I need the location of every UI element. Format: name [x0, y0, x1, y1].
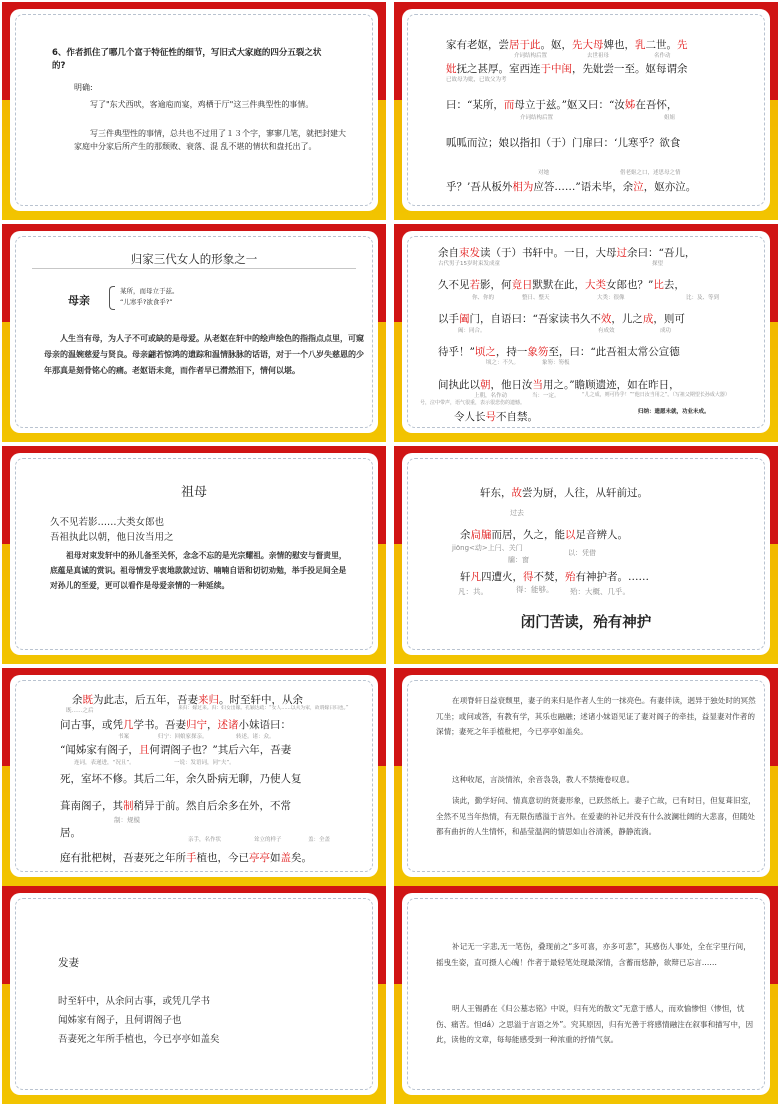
text-line-1: 余既为此志，后五年，吾妻来归。时至轩中，从余 — [72, 694, 303, 706]
text-line-5: 间执此以朝，他日汝当用之。”瞻顾遗迹，如在昨日， — [438, 379, 680, 391]
annotation: 比：及、等到 — [686, 295, 720, 301]
annotation: 一说：发语词，同“夫”。 — [174, 760, 235, 766]
quote-line: 吾妻死之年所手植也，今已亭亭如盖矣 — [58, 1034, 220, 1045]
annotation: 过去 — [510, 509, 524, 517]
text-line-1: 余自束发读（于）书轩中。一日，大母过余曰：“吾儿， — [438, 247, 696, 259]
quote-line: 闻姊家有阁子，且何谓阁子也 — [58, 1015, 182, 1026]
annotation: 亲手，名作状 — [188, 837, 222, 843]
text-line-3: 轩凡四遭火，得不焚，殆有神护者。…… — [460, 571, 649, 583]
annotation: 介词结构后置 — [514, 53, 548, 59]
quote-block — [120, 286, 179, 308]
text-line-2: 问古事，或凭几学书。吾妻归宁，述诸小妹语曰： — [60, 719, 291, 731]
annotation: 顷之：不久。 — [486, 360, 520, 366]
quote-line: 久不见若影……大类女郎也 — [50, 517, 165, 528]
slide-conclusion: 闭门苦读，殆有神护 — [520, 615, 652, 631]
text-line-2: 久不见若影，何竟日默默在此，大类女郎也？”比去， — [438, 279, 685, 291]
text-line-7: 庭有批杷树，吾妻死之年所手植也，今已亭亭如盖矣。 — [60, 852, 312, 864]
annotation: 介词结构后置 — [520, 115, 554, 121]
slide-9 — [2, 886, 386, 1104]
analysis-paragraph: 人生当有母，为人子不可或缺的是母爱。从老妪在轩中的绘声绘色的指指点点里，可窥母亲的温婉慈爱与贤良。母亲翩若惊鸿的遗踪和温情脉脉的话语，对于一个八岁失慈恩的少年那真是刻骨铭心的痛。老妪语未竟，而作者早已潸然泪下，情何以堪。 — [44, 334, 364, 375]
analysis-paragraph: 这种收尾，言淡情浓，余音袅袅，教人不禁掩卷叹息。 — [452, 775, 635, 784]
annotation: 既……之后 — [66, 708, 94, 714]
analysis-paragraph: 明人王锡爵在《归公墓志铭》中说，归有光的散文“无意于感人，而欢愉惨怛（惨怛，忧伤、痛苦。怛dá）之思溢于言语之外”。究其原因，归有光善于将感情融注在叙事和描写中，因此，读他的文章，每每能感受到一种浓重的抒情气氛。 — [436, 1004, 754, 1044]
annotation: 你、你的 — [472, 295, 495, 301]
analysis-paragraph: 补记无一字悲,无一笔伤，叠现前之“多可喜，亦多可悲”，其感伤人事处，全在字里行间，摇曳生姿，直可摄人心魄！作者于最轻笔处现最深情，含蓄而悠静，欲辩已忘言…… — [436, 942, 751, 967]
slide-title: 发妻 — [58, 957, 79, 969]
annotation: 号，泣中带声，语气很重，表示很悲伤的遗憾。 — [420, 400, 526, 406]
summary-note: 归纳：遗愿未就，功业未成。 — [638, 409, 710, 415]
answer-paragraph-2: 写三件典型性的事情，总共也不过用了１３个字，寥寥几笔，就把封建大家庭中分家后所产生的那颓败、衰落、混 乱不堪的情状和盘托出了。 — [74, 129, 346, 151]
quote-line: 吾祖执此以朝，他日汝当用之 — [50, 532, 174, 543]
slide-card — [402, 9, 770, 211]
slide-6 — [394, 446, 778, 664]
slide-card — [10, 893, 378, 1095]
annotation: 制：规模 — [114, 816, 140, 824]
annotation: 盖：全盖 — [308, 837, 331, 843]
annotation: 得：能够。 — [516, 585, 554, 594]
annotation: 书案 — [118, 734, 130, 740]
annotation: 连词，表递进，“况且”。 — [74, 760, 135, 766]
text-line-1: 家有老妪，尝居于此。妪，先大母婢也，乳二世。先 — [446, 39, 688, 51]
annotation: 当：一定。 — [532, 393, 560, 399]
annotation: 牖：窗 — [508, 556, 529, 564]
annotation: 去世祖母 — [587, 53, 610, 59]
annotation: 凡：共。 — [458, 587, 488, 596]
annotation: 上朝，名作动 — [474, 393, 508, 399]
annotation: 归宁：回娘家探亲。 — [158, 734, 208, 740]
annotation: 对她 — [538, 170, 550, 176]
text-line-3: 以手阖门，自语曰：“吾家读书久不效，儿之成，则可 — [438, 313, 685, 325]
brace-bracket — [109, 286, 115, 310]
slide-3 — [2, 224, 386, 442]
text-line-5: 乎？’吾从板外相为应答……”语未毕，余泣，妪亦泣。 — [446, 181, 697, 193]
slide-8 — [394, 668, 778, 886]
text-line-3: 曰：“某所，而母立于兹。”妪又曰：“汝姊在吾怀， — [446, 99, 678, 111]
text-line-6: 令人长号不自禁。 — [454, 411, 538, 423]
text-line-6: 居。 — [60, 827, 81, 839]
annotation: 耸立的样子 — [254, 837, 282, 843]
annotation: 有成效 — [598, 328, 615, 334]
analysis-paragraph: 读此，勤学好问、情真意切的贤妻形象，已跃然纸上。妻子亡故，已有时日，但复葺旧室，全然不见当年热情，有无限伤感溢于言外。在爱妻的补记并没有什么波澜壮阔的大悲喜，但随处都有曲折的人生情怀，和晶莹温润的情思如山谷清溪，静静流淌。 — [436, 796, 756, 836]
text-line-1: 轩东，故尝为厨，人往，从轩前过。 — [480, 487, 648, 499]
annotation: 已故母为妣，已故父为考 — [446, 77, 507, 83]
annotation: 大类：很像 — [597, 295, 625, 301]
analysis-paragraph: 祖母对束发轩中的孙儿备至关怀，念念不忘的是光宗耀祖。亲情的慰安与督责里，底蕴是真诚的赏识。祖母情发乎衷地款款过访、喃喃自语和切切劝勉，举手投足间全是对孙儿的至爱，更可以看作是母爱亲情的一种延续。 — [50, 551, 347, 590]
slide-card — [10, 231, 378, 433]
analysis-paragraph: 在项脊轩日益衰颓里，妻子的来归是作者人生的一抹亮色。有妻伴读，迥异于独处时的冥然兀坐；或问或答，有教有学，其乐也融融；述诸小妹语见证了妻对阁子的牵挂，益显妻对作者的深情；妻死之年手植枇杷，今已亭亭如盖矣。 — [436, 696, 756, 736]
title-divider — [32, 268, 356, 269]
annotation: 殆：大概、几乎。 — [570, 587, 630, 596]
annotation: 姐姐 — [664, 115, 676, 121]
character-label: 母亲 — [68, 294, 90, 307]
text-line-5: 葺南阁子，其制稍异于前。然自后余多在外，不常 — [60, 800, 291, 812]
slide-title: 归家三代女人的形象之一 — [130, 252, 258, 266]
text-line-3: “闻姊家有阁子，且何谓阁子也？”其后六年，吾妻 — [60, 744, 292, 756]
question-text: 6、作者抓住了哪几个富于特征性的细节，写旧式大家庭的四分五裂之状的? — [52, 48, 322, 71]
slide-card — [10, 453, 378, 655]
annotation: 整日、整天 — [522, 295, 550, 301]
text-line-4: 死，室坏不修。其后二年，余久卧病无聊，乃使人复 — [60, 773, 302, 785]
annotation: 来归：嫁过来。归：妇女出嫁。孔颖达疏：“女人……以夫为家，故谓嫁曰归也。” — [178, 706, 349, 711]
text-line-2: 妣抚之甚厚。室西连于中闺，先妣尝一至。妪每谓余 — [446, 63, 688, 75]
annotation: jiōng<动>上闩、关门 — [452, 544, 523, 552]
annotation: 以：凭借 — [568, 549, 596, 557]
annotation: 成功 — [660, 328, 672, 334]
annotation: 探望 — [652, 261, 664, 267]
quote-line: 某所，而母立于兹。 — [120, 287, 179, 295]
text-line-2: 余扃牖而居，久之，能以足音辨人。 — [460, 529, 628, 541]
slide-card — [10, 675, 378, 877]
answer-paragraph-1: 写了"东犬西吠，客逾庖而宴，鸡栖于厅"这三件典型性的事情。 — [90, 100, 314, 109]
slide-card — [402, 453, 770, 655]
slide-card — [10, 9, 378, 211]
quote-line: “儿寒乎?欲食乎?” — [120, 298, 173, 306]
slide-card — [402, 893, 770, 1095]
annotation: 借老妪之口，述思母之情 — [620, 170, 681, 176]
annotation: 阖：同合。 — [458, 328, 486, 334]
annotation: 名作动 — [654, 53, 671, 59]
slide-10 — [394, 886, 778, 1104]
slide-card — [402, 231, 770, 433]
slide-2 — [394, 2, 778, 220]
answer-label: 明确: — [74, 83, 93, 92]
annotation: 古代男子15岁时束发成童 — [438, 261, 500, 267]
text-line-4: 待乎！”顷之，持一象笏至，曰：“此吾祖太常公宣德 — [438, 346, 680, 358]
slide-1 — [2, 2, 386, 220]
annotation: 转述。诸：众。 — [236, 734, 275, 740]
quote-line: 时至轩中，从余问古事，或凭几学书 — [58, 996, 211, 1007]
annotation: 象笏：笏板 — [542, 360, 570, 366]
text-line-4: 呱呱而泣；娘以指扣（于）门扉曰：‘儿寒乎？欲食 — [446, 137, 681, 149]
slide-5 — [2, 446, 386, 664]
slide-card — [402, 675, 770, 877]
slide-title: 祖母 — [180, 485, 207, 500]
slide-7 — [2, 668, 386, 886]
annotation: “儿之成，则可待乎！”“他日汝当用之”。（写祖父期望长孙成大器） — [582, 392, 730, 398]
slide-4 — [394, 224, 778, 442]
